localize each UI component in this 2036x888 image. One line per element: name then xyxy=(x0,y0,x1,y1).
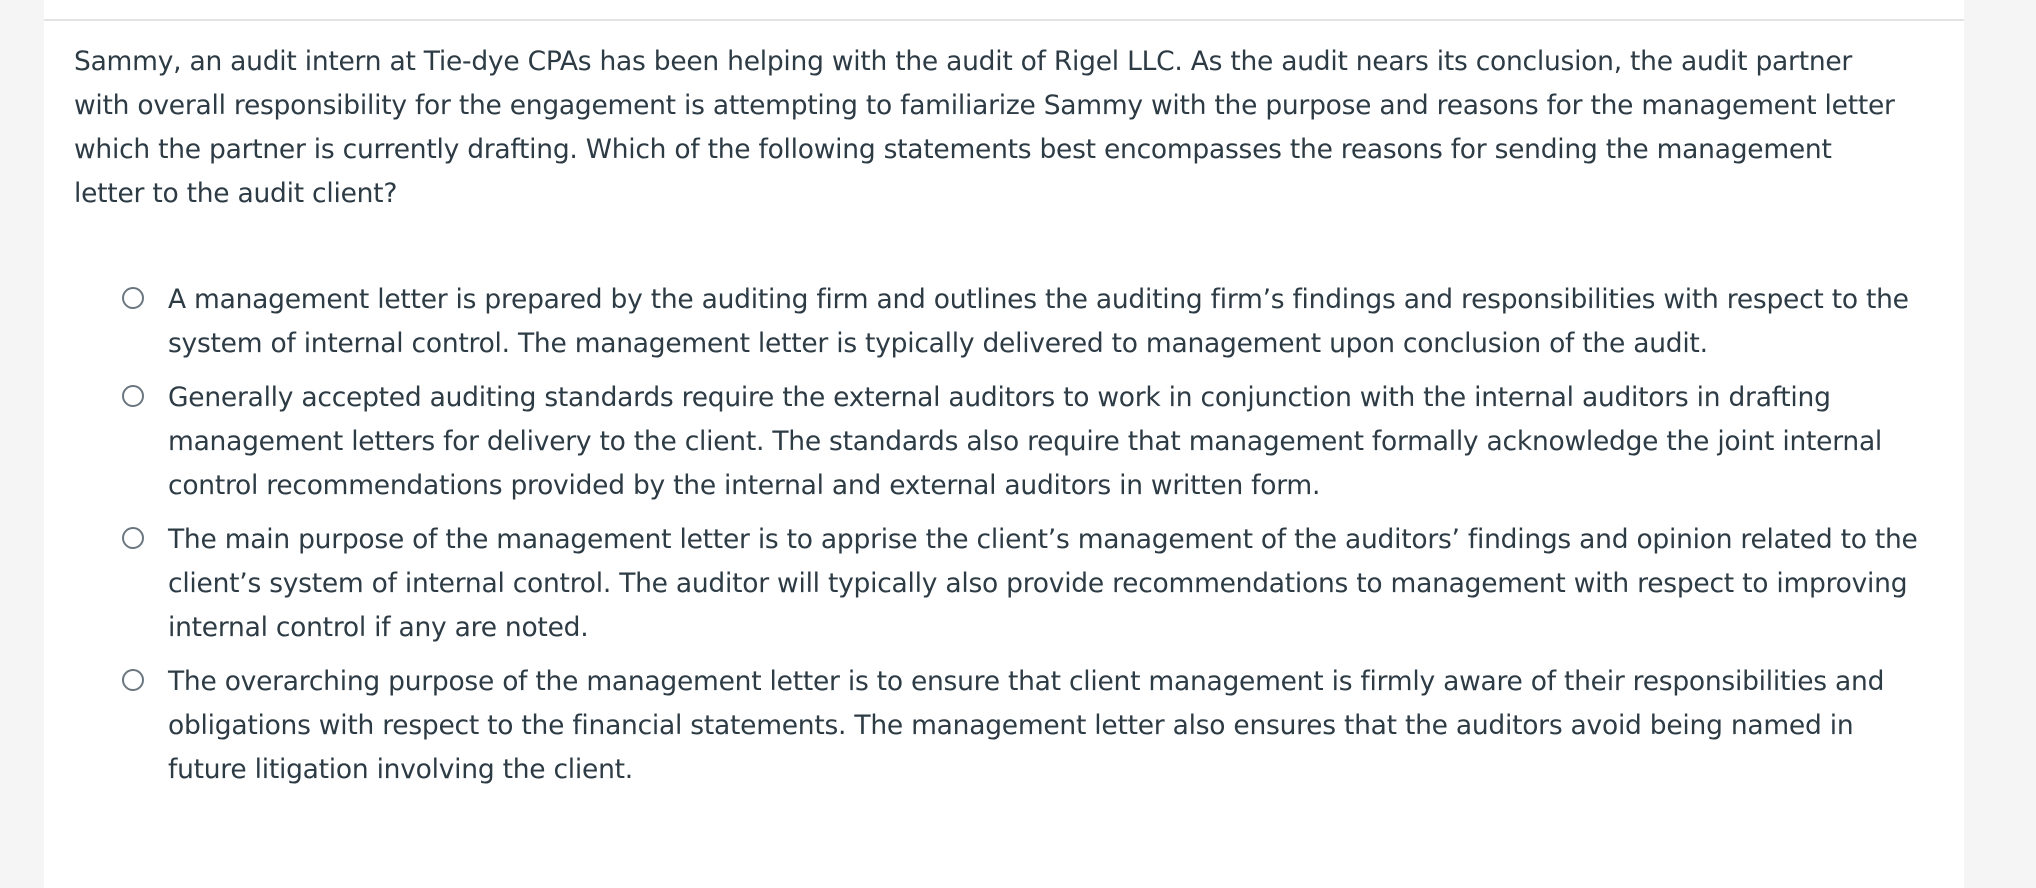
answer-text-b: Generally accepted auditing standards require the external auditors to work in conjunction with the internal auditors in drafting management letters for delivery to the client. The standards also require that management formally acknowledge the joint internal control recommendations provided by the internal and external auditors in written form. xyxy=(168,382,1883,501)
question-text: Sammy, an audit intern at Tie-dye CPAs has been helping with the audit of Rigel LLC. As the audit nears its conclusion, the audit partner with overall responsibility for the engagement is attempting to familiarize Sammy with the purpose and reasons for the management letter which the partner is currently drafting. Which of the following statements best encompasses the reasons for sending the management letter to the audit client? xyxy=(74,46,1895,209)
radio-button-b[interactable] xyxy=(122,385,144,407)
answer-option-a[interactable] xyxy=(122,278,1922,366)
radio-button-c[interactable] xyxy=(122,527,144,549)
answer-text-a: A management letter is prepared by the auditing firm and outlines the auditing firm’s findings and responsibilities with respect to the system of internal control. The management letter is typically delivered to management upon conclusion of the audit. xyxy=(168,284,1909,359)
question-card xyxy=(44,0,1964,888)
answer-option-d[interactable] xyxy=(122,660,1922,792)
answer-option-b[interactable] xyxy=(122,376,1922,508)
answer-text-d: The overarching purpose of the management letter is to ensure that client management is firmly aware of their responsibilities and obligations with respect to the financial statements. The management letter also ensures that the auditors avoid being named in future litigation involving the client. xyxy=(168,666,1885,785)
radio-button-d[interactable] xyxy=(122,669,144,691)
card-divider xyxy=(44,19,1964,21)
answer-list xyxy=(122,278,1922,802)
answer-text-c: The main purpose of the management letter is to apprise the client’s management of the auditors’ findings and opinion related to the client’s system of internal control. The auditor will typically also provide recommendations to management with respect to improving internal control if any are noted. xyxy=(168,524,1918,643)
answer-option-c[interactable] xyxy=(122,518,1922,650)
radio-button-a[interactable] xyxy=(122,287,144,309)
